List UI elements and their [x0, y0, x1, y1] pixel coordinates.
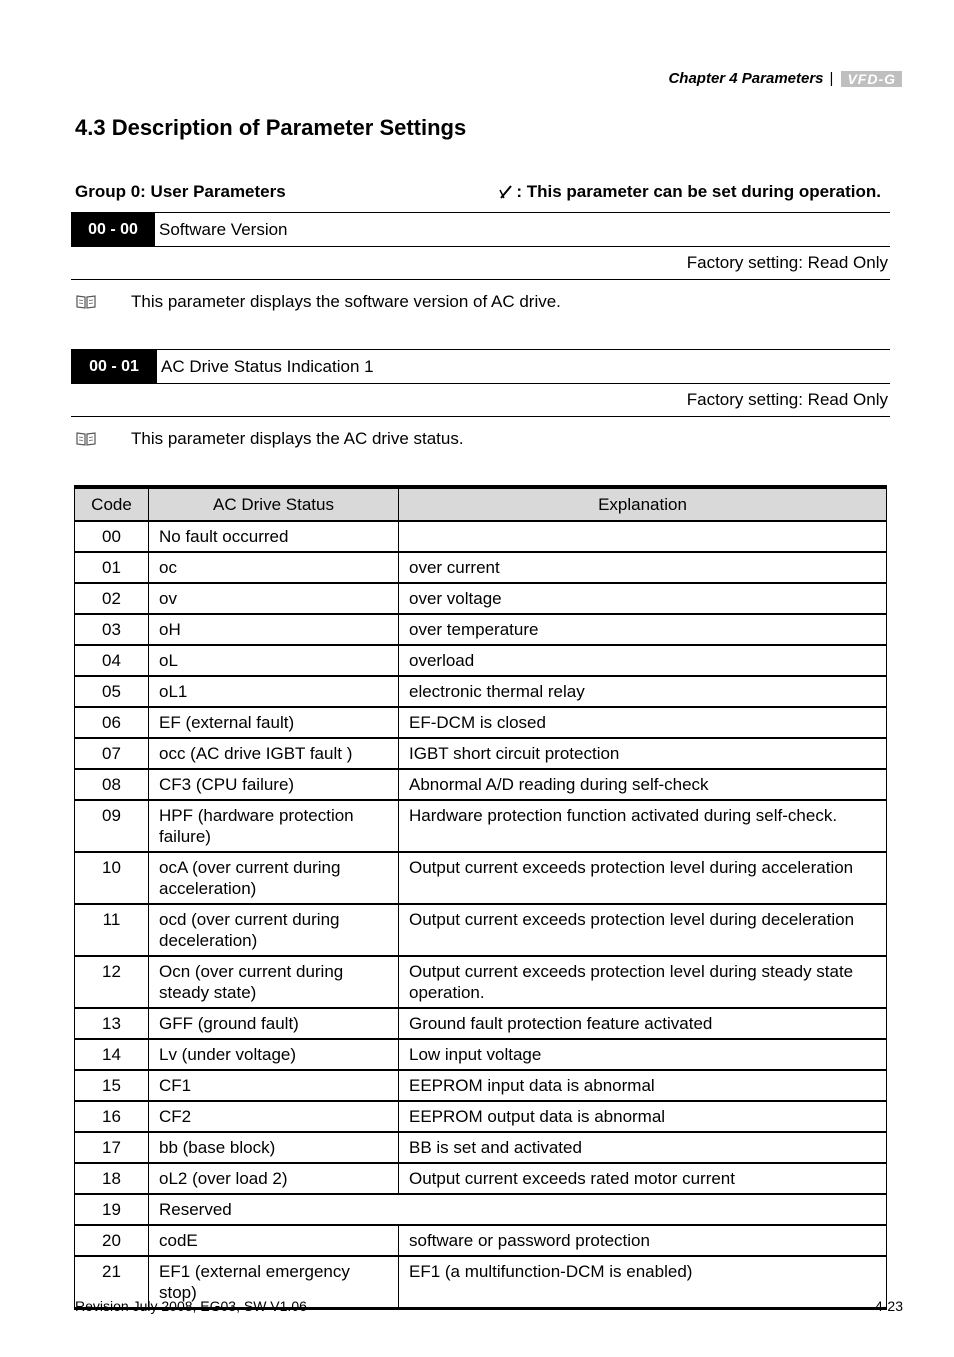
- row-code: 19: [75, 1194, 149, 1225]
- row-code: 14: [75, 1039, 149, 1070]
- table-row: [75, 904, 887, 956]
- row-status: oL2 (over load 2): [149, 1163, 399, 1194]
- row-status: ocA (over current during acceleration): [149, 852, 399, 904]
- row-explanation: Output current exceeds protection level during deceleration: [399, 904, 887, 956]
- table-row: [75, 1070, 887, 1101]
- table-row: [75, 707, 887, 738]
- row-code: 05: [75, 676, 149, 707]
- row-status: No fault occurred: [149, 521, 399, 552]
- revision-label: Revision July 2008, EG03, SW V1.06: [75, 1298, 307, 1314]
- param-00-00: [71, 212, 890, 280]
- row-code: 04: [75, 645, 149, 676]
- table-row: [75, 1163, 887, 1194]
- row-code: 10: [75, 852, 149, 904]
- row-code: 21: [75, 1256, 149, 1309]
- section-title: 4.3 Description of Parameter Settings: [75, 115, 467, 140]
- page-number: 4-23: [874, 1298, 903, 1314]
- row-explanation: software or password protection: [399, 1225, 887, 1256]
- row-code: 00: [75, 521, 149, 552]
- row-status: HPF (hardware protection failure): [149, 800, 399, 852]
- row-status: oL1: [149, 676, 399, 707]
- header-code: Code: [75, 487, 149, 521]
- row-code: 06: [75, 707, 149, 738]
- table-row: [75, 1039, 887, 1070]
- row-explanation: over voltage: [399, 583, 887, 614]
- vfd-logo: VFD-G: [841, 71, 902, 87]
- row-status: EF (external fault): [149, 707, 399, 738]
- row-status: ocd (over current during deceleration): [149, 904, 399, 956]
- row-code: 18: [75, 1163, 149, 1194]
- row-explanation: Hardware protection function activated during self-check.: [399, 800, 887, 852]
- row-code: 15: [75, 1070, 149, 1101]
- param-description: [75, 429, 464, 449]
- row-explanation: EF-DCM is closed: [399, 707, 887, 738]
- group-note: [498, 182, 881, 202]
- row-code: 16: [75, 1101, 149, 1132]
- page-footer: [75, 1298, 903, 1314]
- row-status: bb (base block): [149, 1132, 399, 1163]
- table-row: [75, 800, 887, 852]
- row-code: 11: [75, 904, 149, 956]
- description-text: This parameter displays the software version of AC drive.: [131, 292, 561, 311]
- row-explanation: EEPROM output data is abnormal: [399, 1101, 887, 1132]
- row-status: Lv (under voltage): [149, 1039, 399, 1070]
- table-row: [75, 1132, 887, 1163]
- factory-setting: Factory setting: Read Only: [71, 246, 890, 280]
- row-code: 17: [75, 1132, 149, 1163]
- row-code: 09: [75, 800, 149, 852]
- row-code: 03: [75, 614, 149, 645]
- table-row: [75, 1194, 887, 1225]
- table-row: [75, 521, 887, 552]
- row-code: 08: [75, 769, 149, 800]
- row-explanation: EF1 (a multifunction-DCM is enabled): [399, 1256, 887, 1309]
- row-status: oH: [149, 614, 399, 645]
- group-note-text: : This parameter can be set during operation.: [516, 182, 881, 201]
- table-header-row: [75, 487, 887, 521]
- row-status: CF2: [149, 1101, 399, 1132]
- status-table: [74, 485, 887, 1310]
- table-row: [75, 769, 887, 800]
- group-line: [75, 182, 881, 202]
- row-code: 20: [75, 1225, 149, 1256]
- page-header: [668, 70, 902, 87]
- table-row: [75, 852, 887, 904]
- table-row: [75, 738, 887, 769]
- row-status: CF3 (CPU failure): [149, 769, 399, 800]
- row-explanation: electronic thermal relay: [399, 676, 887, 707]
- param-name: Software Version: [159, 219, 288, 239]
- book-icon: [75, 431, 97, 447]
- param-code: 00 - 01: [71, 350, 157, 383]
- row-code: 07: [75, 738, 149, 769]
- header-separator: |: [829, 70, 834, 87]
- row-code: 02: [75, 583, 149, 614]
- row-explanation: over temperature: [399, 614, 887, 645]
- table-row: [75, 645, 887, 676]
- param-name: AC Drive Status Indication 1: [161, 356, 374, 376]
- row-status: Reserved: [149, 1194, 887, 1225]
- row-status: ov: [149, 583, 399, 614]
- pen-icon: [498, 184, 514, 200]
- chapter-label: Chapter 4 Parameters: [668, 70, 824, 87]
- row-explanation: BB is set and activated: [399, 1132, 887, 1163]
- row-status: Ocn (over current during steady state): [149, 956, 399, 1008]
- header-explanation: Explanation: [399, 487, 887, 521]
- table-row: [75, 583, 887, 614]
- row-status: GFF (ground fault): [149, 1008, 399, 1039]
- table-row: [75, 676, 887, 707]
- row-explanation: Output current exceeds rated motor current: [399, 1163, 887, 1194]
- row-status: CF1: [149, 1070, 399, 1101]
- row-code: 01: [75, 552, 149, 583]
- factory-setting: Factory setting: Read Only: [71, 383, 890, 417]
- row-explanation: [399, 521, 887, 552]
- table-row: [75, 552, 887, 583]
- header-status: AC Drive Status: [149, 487, 399, 521]
- param-00-01: [71, 349, 890, 417]
- row-code: 12: [75, 956, 149, 1008]
- book-icon: [75, 294, 97, 310]
- table-row: [75, 614, 887, 645]
- row-status: codE: [149, 1225, 399, 1256]
- group-title: Group 0: User Parameters: [75, 182, 286, 201]
- row-explanation: Low input voltage: [399, 1039, 887, 1070]
- table-row: [75, 1101, 887, 1132]
- row-explanation: IGBT short circuit protection: [399, 738, 887, 769]
- table-row: [75, 1008, 887, 1039]
- row-code: 13: [75, 1008, 149, 1039]
- table-row: [75, 1225, 887, 1256]
- param-code: 00 - 00: [71, 213, 155, 246]
- row-status: EF1 (external emergency stop): [149, 1256, 399, 1309]
- row-explanation: Output current exceeds protection level during acceleration: [399, 852, 887, 904]
- row-status: occ (AC drive IGBT fault ): [149, 738, 399, 769]
- table-row: [75, 956, 887, 1008]
- row-explanation: overload: [399, 645, 887, 676]
- row-explanation: Ground fault protection feature activated: [399, 1008, 887, 1039]
- description-text: This parameter displays the AC drive status.: [131, 429, 464, 448]
- row-explanation: over current: [399, 552, 887, 583]
- row-status: oL: [149, 645, 399, 676]
- param-description: [75, 292, 561, 312]
- row-explanation: Output current exceeds protection level during steady state operation.: [399, 956, 887, 1008]
- row-explanation: Abnormal A/D reading during self-check: [399, 769, 887, 800]
- row-explanation: EEPROM input data is abnormal: [399, 1070, 887, 1101]
- row-status: oc: [149, 552, 399, 583]
